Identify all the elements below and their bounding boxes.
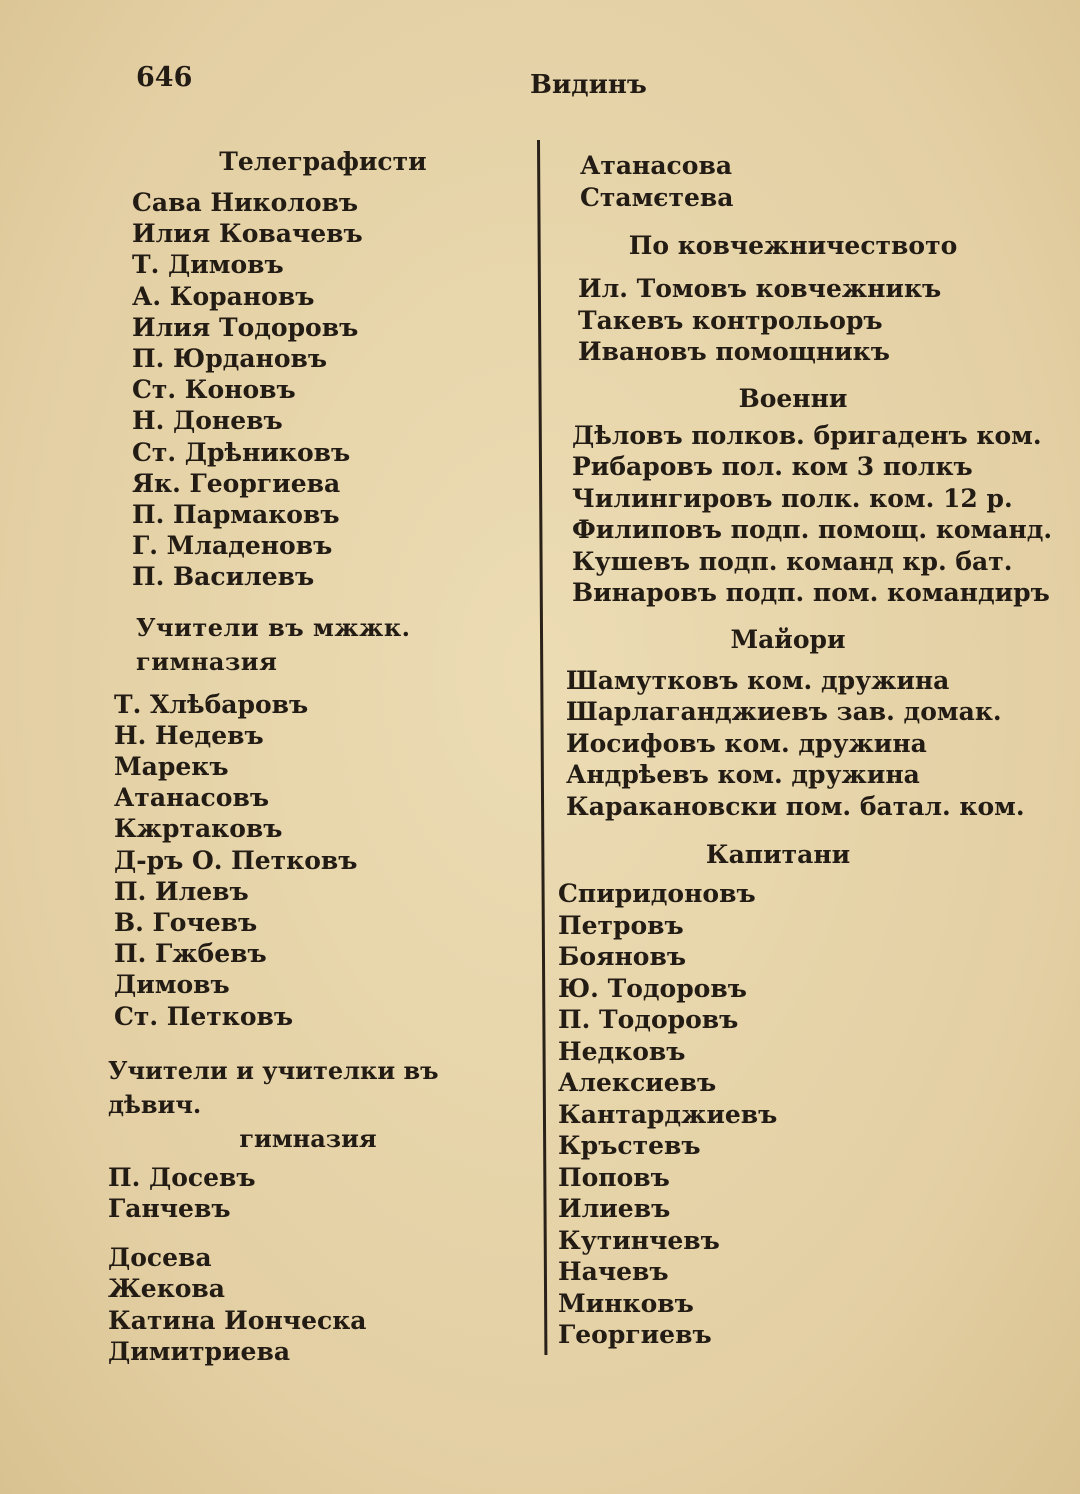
list-item: Шамутковъ ком. дружина <box>566 665 950 695</box>
heading-line-1: Учители и учителки въ дѣвич. <box>108 1055 439 1119</box>
list-item: Кръстевъ <box>558 1131 701 1160</box>
column-divider <box>537 140 547 1355</box>
list-item: Димитриева <box>108 1336 291 1366</box>
list-item: Н. Доневъ <box>132 406 283 436</box>
list-item: Минковъ <box>558 1288 694 1318</box>
list-item: В. Гочевъ <box>114 908 258 938</box>
list-item: Винаровъ подп. пом. командиръ <box>572 578 1050 607</box>
list-item: Чилингировъ полк. ком. 12 р. <box>572 483 1013 513</box>
list-item: Дѣловъ полков. бригаденъ ком. <box>572 420 1042 450</box>
military-list <box>548 420 1053 609</box>
list-item: Иосифовъ ком. дружина <box>566 728 927 758</box>
list-item: Ст. Дрѣниковъ <box>132 437 351 467</box>
list-item: Ст. Коновъ <box>132 375 296 405</box>
list-item: Илия Ковачевъ <box>132 219 363 249</box>
list-item: П. Досевъ <box>108 1162 256 1192</box>
list-item: П. Илевъ <box>114 876 249 906</box>
list-item: Д-ръ О. Петковъ <box>114 845 358 875</box>
list-item: Сава Николовъ <box>132 188 359 217</box>
running-title: Видинъ <box>530 70 647 100</box>
list-item: Илия Тодоровъ <box>132 312 359 342</box>
list-item: Шарлаганджиевъ зав. домак. <box>566 697 1002 726</box>
section-heading-boys-gymnasium: Учители въ мжжк. гимназия <box>136 612 411 676</box>
section-heading-military: Военни <box>738 383 848 413</box>
list-item: Ганчевъ <box>108 1194 231 1224</box>
list-item: Катина Ионческа <box>108 1305 367 1335</box>
list-item: Ил. Томовъ ковчежникъ <box>578 274 942 303</box>
list-item: Ю. Тодоровъ <box>558 973 747 1003</box>
page-number: 646 <box>136 62 193 93</box>
list-item: Начевъ <box>558 1257 669 1286</box>
list-item: Поповъ <box>558 1162 670 1192</box>
list-item: Георгиевъ <box>558 1320 712 1349</box>
list-item: Спиридоновъ <box>558 879 756 908</box>
girls-gymnasium-teachers-list <box>108 1162 538 1224</box>
list-item: Такевъ контрольоръ <box>578 305 883 335</box>
list-item: Илиевъ <box>558 1194 671 1223</box>
section-heading-treasury: По ковчежничеството <box>628 231 958 260</box>
list-item: П. Василевъ <box>132 562 315 592</box>
list-item: Жекова <box>108 1274 226 1304</box>
list-item: Ст. Петковъ <box>114 1001 294 1031</box>
list-item: Петровъ <box>558 910 684 940</box>
list-item: Андрѣевъ ком. дружина <box>566 760 920 789</box>
list-item: Димовъ <box>114 970 230 1000</box>
list-item: Рибаровъ пол. ком 3 полкъ <box>572 452 973 481</box>
list-item: Недковъ <box>558 1036 686 1066</box>
list-item: Г. Младеновъ <box>132 531 333 561</box>
telegraphists-list <box>108 187 538 593</box>
list-item: П. Юрдановъ <box>132 344 328 374</box>
boys-gymnasium-teachers-list <box>108 689 538 1032</box>
list-item: Як. Георгиева <box>132 468 341 498</box>
list-item: Т. Хлѣбаровъ <box>114 689 309 719</box>
list-item: Алексиевъ <box>558 1068 717 1097</box>
list-item: Атанасова <box>580 151 733 180</box>
left-column <box>108 145 538 1367</box>
section-heading-telegraphists: Телеграфисти <box>219 147 427 176</box>
treasury-list <box>548 273 1008 368</box>
captains-list <box>548 878 1008 1351</box>
list-item: П. Пармаковъ <box>132 500 340 530</box>
section-heading-majors: Майори <box>730 624 846 654</box>
list-item: Кжртаковъ <box>114 814 283 844</box>
majors-list <box>548 665 1025 823</box>
list-item: Н. Недевъ <box>114 720 264 750</box>
right-column <box>548 150 1053 1351</box>
list-item: Стамєтева <box>580 182 734 212</box>
list-item: Т. Димовъ <box>132 250 284 280</box>
list-item: Кушевъ подп. команд кр. бат. <box>572 546 1013 576</box>
list-item: Ивановъ помощникъ <box>578 337 890 366</box>
list-item: Атанасовъ <box>114 783 269 813</box>
section-heading-captains: Капитани <box>705 840 851 869</box>
continued-teachers-list <box>548 150 1008 213</box>
section-heading-girls-gymnasium <box>108 1054 538 1156</box>
list-item: Кантарджиевъ <box>558 1099 778 1129</box>
girls-gymnasium-female-teachers-list <box>108 1242 538 1367</box>
list-item: П. Тодоровъ <box>558 1005 739 1034</box>
list-item: Филиповъ подп. помощ. команд. <box>572 515 1053 544</box>
heading-line-2: гимназия <box>239 1123 377 1153</box>
list-item: Каракановски пом. батал. ком. <box>566 791 1025 821</box>
list-item: Досева <box>108 1243 212 1273</box>
list-item: Марекъ <box>114 752 229 782</box>
list-item: А. Корановъ <box>132 281 315 311</box>
list-item: Бояновъ <box>558 942 687 971</box>
list-item: Кутинчевъ <box>558 1225 720 1255</box>
list-item: П. Гжбевъ <box>114 939 267 969</box>
